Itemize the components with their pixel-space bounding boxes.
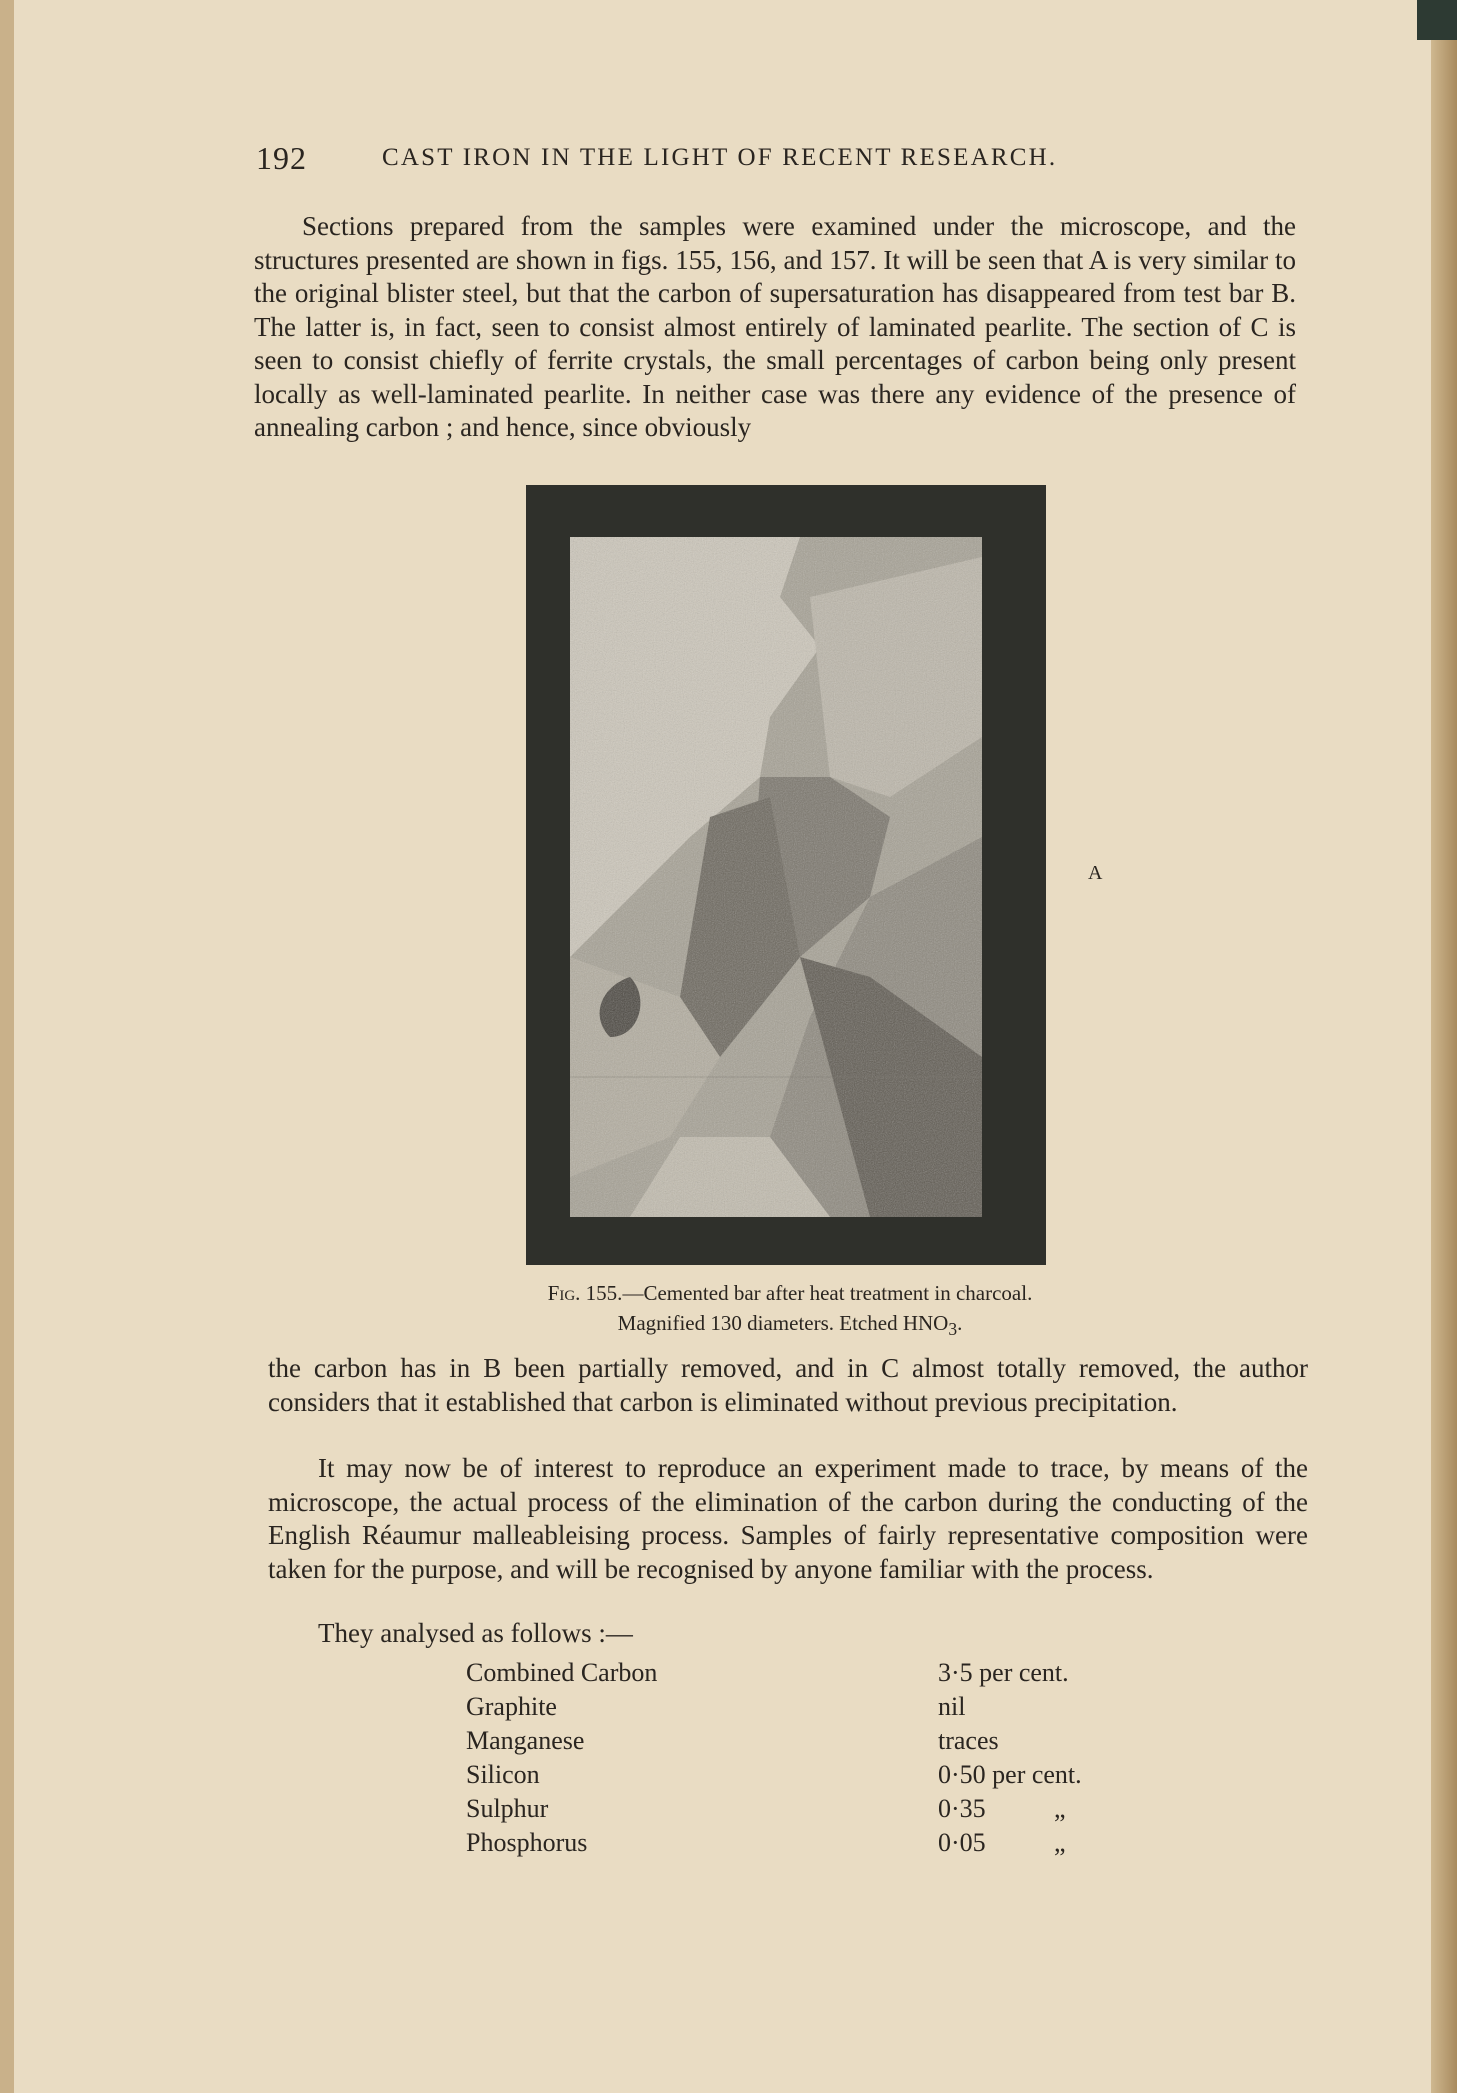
- figure-side-label: A: [1088, 862, 1103, 884]
- analysis-row: [466, 1692, 1146, 1726]
- analysis-row: [466, 1828, 1146, 1862]
- book-cover-corner: [1417, 0, 1457, 40]
- micrograph-image: [570, 537, 982, 1217]
- paragraph-3: [268, 1452, 1308, 1586]
- caption-end: .: [957, 1311, 963, 1335]
- paragraph-2-text: the carbon has in B been partially removed, and in C almost totally removed, the author considers that it established that carbon is eliminated without previous precipitation.: [268, 1353, 1308, 1417]
- figure-155-frame: [526, 485, 1046, 1265]
- analysis-row: [466, 1794, 1146, 1828]
- analysis-table: [466, 1658, 1146, 1862]
- analysis-value: 0·50 per cent.: [938, 1760, 1082, 1789]
- figure-caption: [420, 1278, 1160, 1344]
- paragraph-1-text: Sections prepared from the samples were examined under the microscope, and the structures presented are shown in figs. 155, 156, and 157. It will be seen that A is very similar to the original blister steel, but that the carbon of supersaturation has disappeared from test bar B. The latter is, in fact, seen to consist almost entirely of laminated pearlite. The section of C is seen to consist chiefly of ferrite crystals, the small percentages of carbon being only present locally as well-laminated pearlite. In neither case was there any evidence of the presence of annealing carbon ; and hence, since obviously: [254, 211, 1296, 442]
- page-edge-left: [0, 0, 14, 2093]
- analysis-row: [466, 1658, 1146, 1692]
- paragraph-4-text: They analysed as follows :—: [318, 1618, 633, 1648]
- analysis-row: [466, 1726, 1146, 1760]
- caption-subscript: 3: [948, 1319, 958, 1340]
- running-title: CAST IRON IN THE LIGHT OF RECENT RESEARCH.: [382, 144, 1058, 171]
- page-number: 192: [256, 140, 307, 176]
- caption-line-2: [420, 1308, 1160, 1344]
- micrograph-texture: [570, 537, 982, 1217]
- paragraph-1: [254, 210, 1296, 445]
- caption-magnification: Magnified 130 diameters. Etched HNO: [617, 1311, 949, 1335]
- analysis-value: 0·05: [938, 1828, 986, 1857]
- analysis-value: nil: [938, 1692, 966, 1721]
- paragraph-2: [268, 1352, 1308, 1419]
- caption-figure-number: Fig. 155.: [547, 1281, 623, 1305]
- caption-line-1: [420, 1278, 1160, 1308]
- running-head: [256, 140, 1256, 180]
- analysis-element: Manganese: [466, 1726, 585, 1755]
- analysis-element: Silicon: [466, 1760, 540, 1789]
- page-edge-right: [1431, 0, 1457, 2093]
- analysis-value: 3·5 per cent.: [938, 1658, 1069, 1687]
- paragraph-4: [318, 1617, 818, 1651]
- analysis-element: Combined Carbon: [466, 1658, 658, 1687]
- caption-description: —Cemented bar after heat treatment in charcoal.: [622, 1281, 1033, 1305]
- analysis-ditto: „: [1054, 1828, 1066, 1857]
- analysis-ditto: „: [1054, 1794, 1066, 1823]
- analysis-row: [466, 1760, 1146, 1794]
- analysis-element: Sulphur: [466, 1794, 549, 1823]
- analysis-element: Graphite: [466, 1692, 557, 1721]
- analysis-value: 0·35: [938, 1794, 986, 1823]
- analysis-element: Phosphorus: [466, 1828, 588, 1857]
- paragraph-3-text: It may now be of interest to reproduce an experiment made to trace, by means of the microscope, the actual process of the elimination of the carbon during the conducting of the English Réaumur malleableising process. Samples of fairly representative composition were taken for the purpose, and will be recognised by anyone familiar with the process.: [268, 1453, 1308, 1584]
- analysis-value: traces: [938, 1726, 999, 1755]
